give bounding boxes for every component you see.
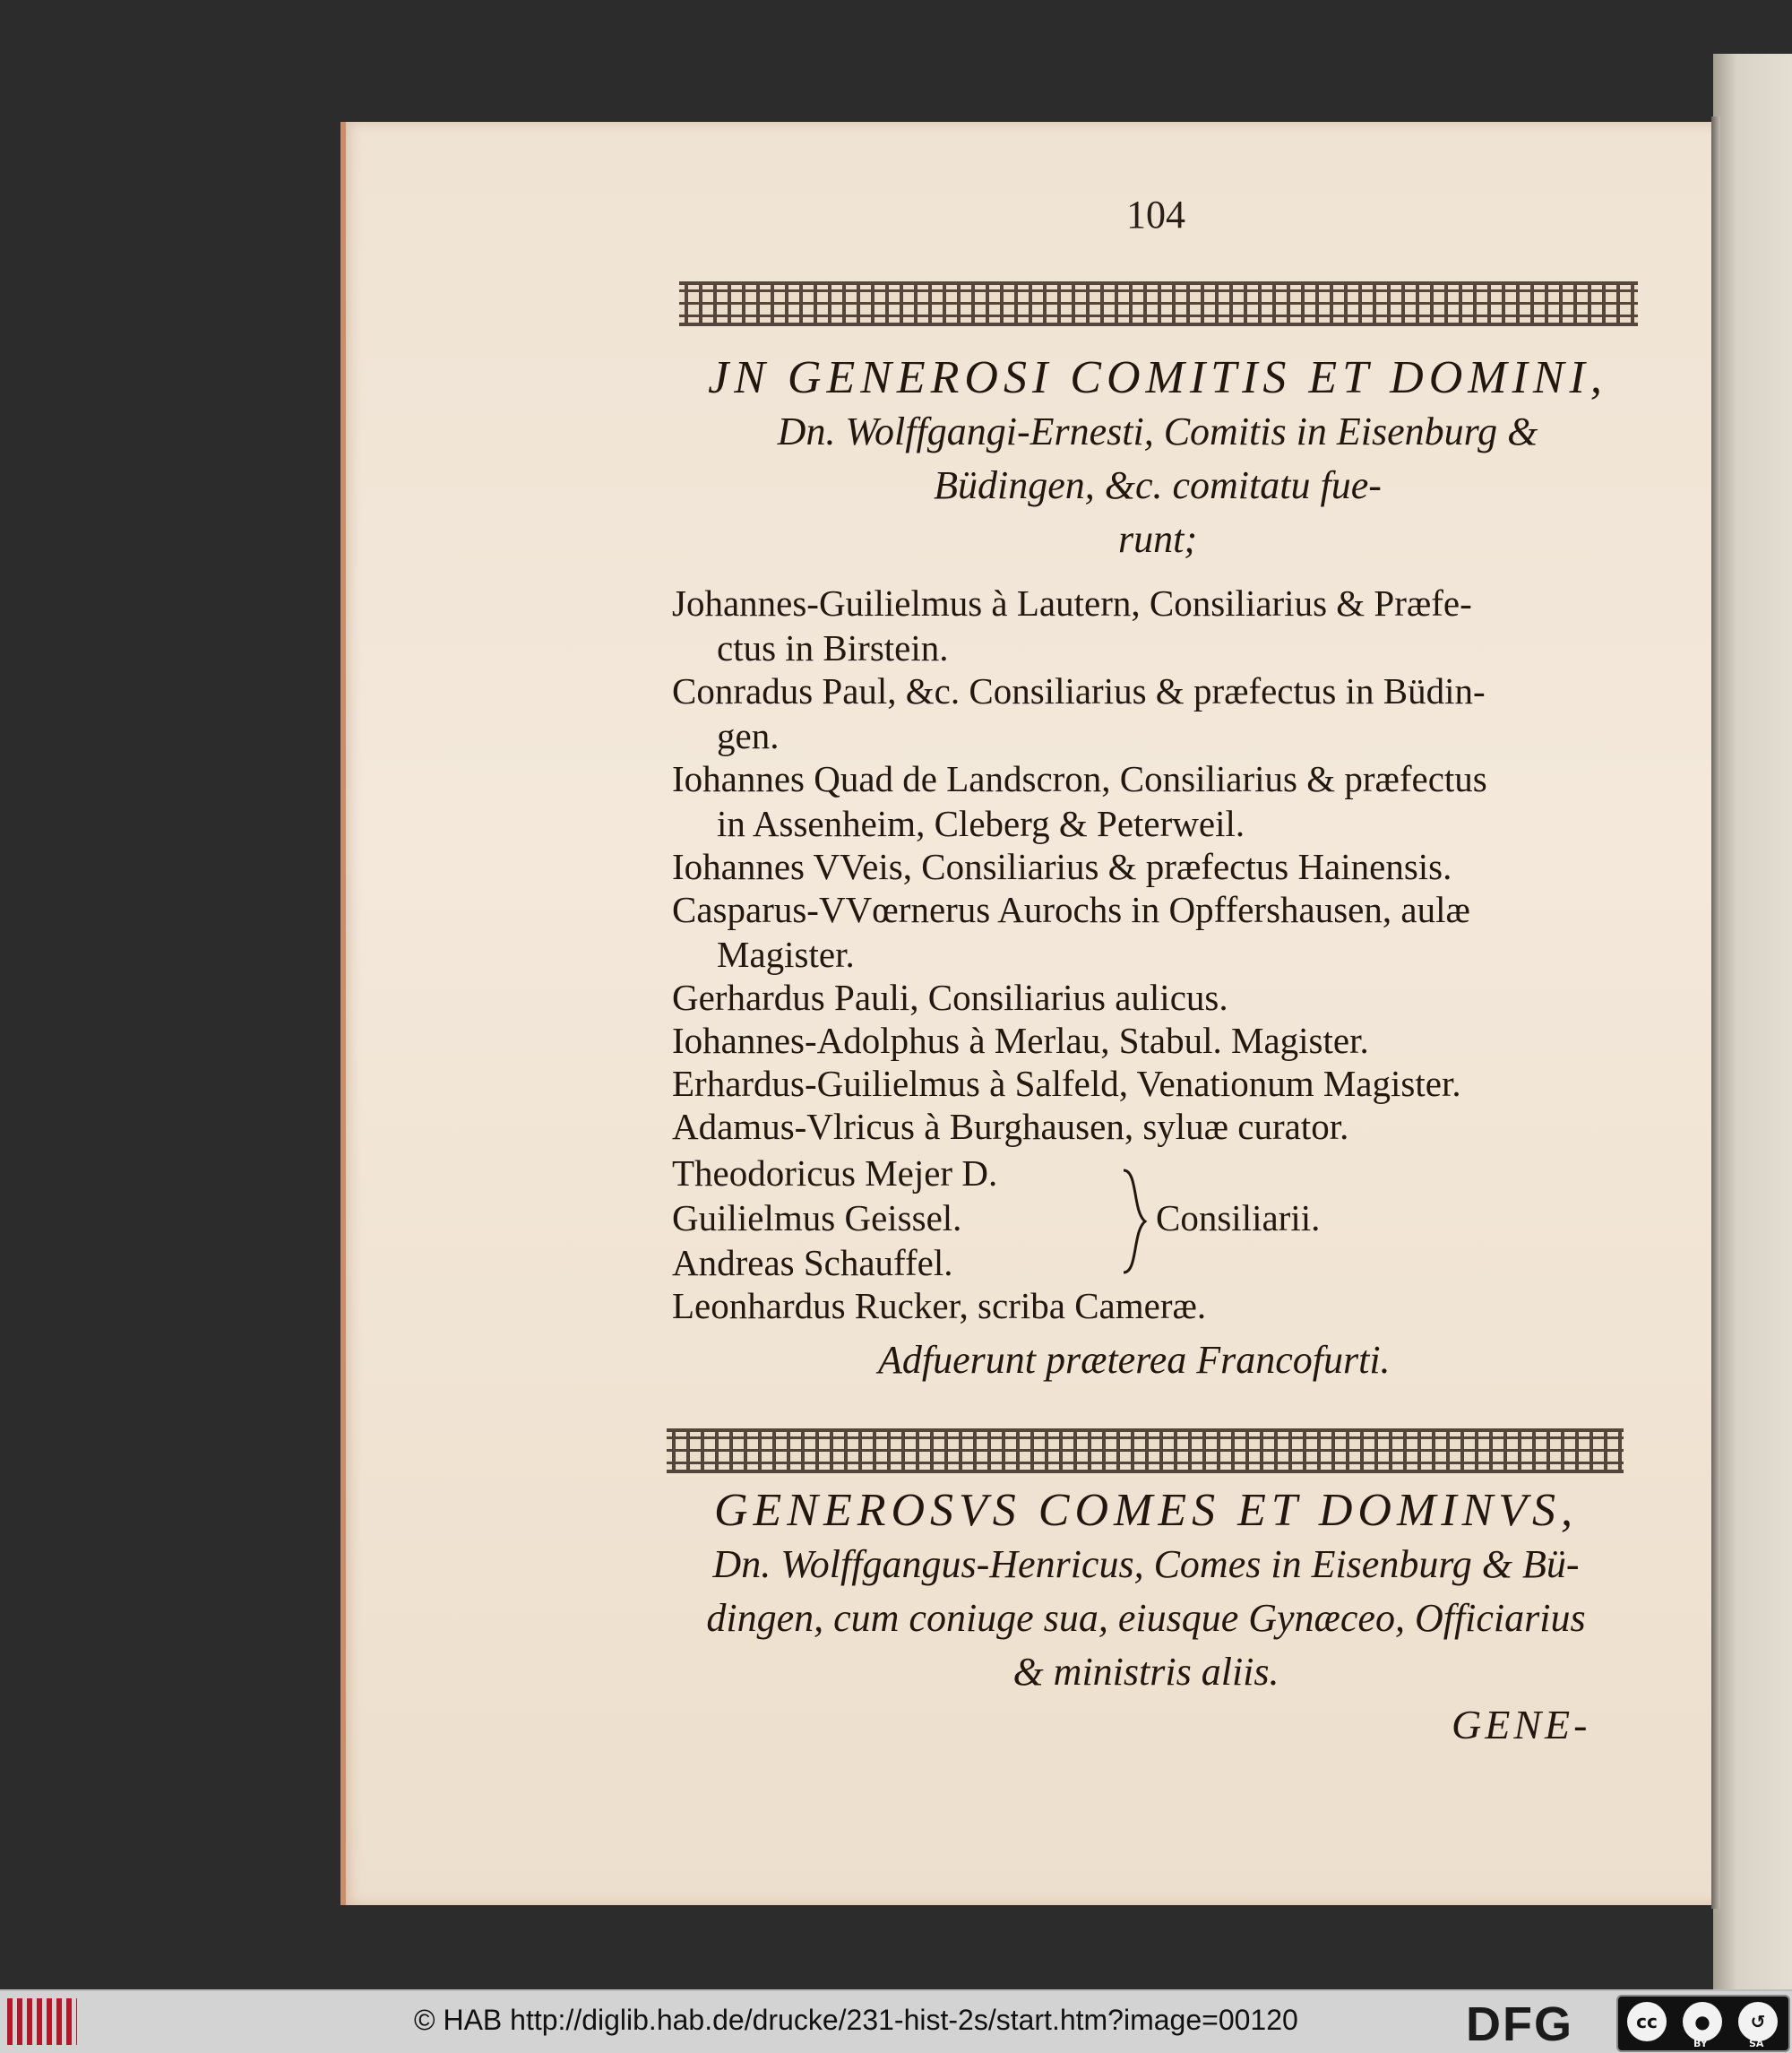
entry-text: Gerhardus Pauli, Consiliarius aulicus. bbox=[672, 977, 1228, 1018]
heading-line-3: Büdingen, &c. comitatu fue- bbox=[934, 463, 1382, 507]
list-item: Guilielmus Geissel. bbox=[672, 1197, 962, 1238]
heading2-line-2: Dn. Wolffgangus-Henricus, Comes in Eisenburg & Bü- bbox=[712, 1542, 1580, 1586]
list-item bbox=[672, 756, 1640, 846]
entry-text: Iohannes Quad de Landscron, Consiliarius & præfectus bbox=[672, 758, 1487, 799]
heading-title: JN GENEROSI COMITIS ET DOMINI, bbox=[708, 352, 1607, 403]
ornament-band-bottom bbox=[667, 1428, 1624, 1473]
source-url-link[interactable]: © HAB http://diglib.hab.de/drucke/231-hist-2s/start.htm?image=00120 bbox=[414, 2004, 1298, 2036]
entry-text: Conradus Paul, &c. Consiliarius & præfectus in Büdin- bbox=[672, 670, 1486, 712]
cc-icon: cc bbox=[1627, 2002, 1667, 2041]
list-item bbox=[672, 581, 1640, 670]
facing-page-edge bbox=[1713, 54, 1792, 1989]
entry-continuation: gen. bbox=[717, 715, 780, 756]
entry-text: Adamus-Vlricus à Burghausen, syluæ curator. bbox=[672, 1106, 1349, 1147]
list-item: Leonhardus Rucker, scriba Cameræ. bbox=[672, 1285, 1207, 1326]
heading2-line-4: & ministris aliis. bbox=[1012, 1650, 1279, 1694]
dfg-logo: DFG bbox=[1466, 1997, 1573, 2051]
cc-license-badge[interactable] bbox=[1616, 1995, 1790, 2052]
list-item bbox=[672, 1061, 1640, 1106]
entry-text: Iohannes-Adolphus à Merlau, Stabul. Magister. bbox=[672, 1020, 1369, 1061]
list-item bbox=[672, 1104, 1640, 1149]
page-number: 104 bbox=[1126, 193, 1185, 237]
entry-continuation: ctus in Birstein. bbox=[717, 627, 949, 669]
curly-brace-icon bbox=[1118, 1167, 1154, 1276]
ornament-band-top bbox=[679, 281, 1638, 326]
brace-label: Consiliarii. bbox=[1156, 1197, 1321, 1238]
list-item: Theodoricus Mejer D. bbox=[672, 1152, 998, 1194]
sa-share-icon: ↺ bbox=[1738, 2002, 1778, 2041]
entry-text: Casparus-VVœrnerus Aurochs in Opffershausen, aulæ bbox=[672, 889, 1470, 930]
by-person-icon: ● bbox=[1683, 2002, 1722, 2041]
sa-label: SA bbox=[1749, 2038, 1764, 2049]
list-item: Andreas Schauffel. bbox=[672, 1242, 953, 1283]
list-item bbox=[672, 975, 1640, 1020]
entry-text: Erhardus-Guilielmus à Salfeld, Venationum Magister. bbox=[672, 1063, 1461, 1104]
entry-continuation: Magister. bbox=[717, 934, 855, 975]
list-item bbox=[672, 844, 1640, 889]
entry-text: Iohannes VVeis, Consiliarius & præfectus Hainensis. bbox=[672, 846, 1452, 887]
list-item bbox=[672, 1018, 1640, 1063]
heading2-line-3: dingen, cum coniuge sua, eiusque Gynæceo, Officiarius bbox=[706, 1596, 1586, 1640]
by-label: BY bbox=[1693, 2038, 1708, 2049]
catchword: GENE- bbox=[1452, 1702, 1591, 1747]
viewer-footer bbox=[0, 1989, 1792, 2053]
entry-continuation: in Assenheim, Cleberg & Peterweil. bbox=[717, 803, 1245, 844]
list-item bbox=[672, 669, 1640, 758]
page-gutter bbox=[1711, 116, 1720, 1909]
list-item bbox=[672, 887, 1640, 977]
hab-logo-icon bbox=[7, 1998, 77, 2045]
entry-text: Johannes-Guilielmus à Lautern, Consiliarius & Præfe- bbox=[672, 582, 1472, 624]
heading2-title: GENEROSVS COMES ET DOMINVS, bbox=[713, 1485, 1579, 1536]
adfuerunt-line: Adfuerunt præterea Francofurti. bbox=[878, 1338, 1391, 1382]
heading-line-2: Dn. Wolffgangi-Ernesti, Comitis in Eisenburg & bbox=[777, 410, 1538, 453]
heading-line-4: runt; bbox=[1118, 517, 1197, 561]
